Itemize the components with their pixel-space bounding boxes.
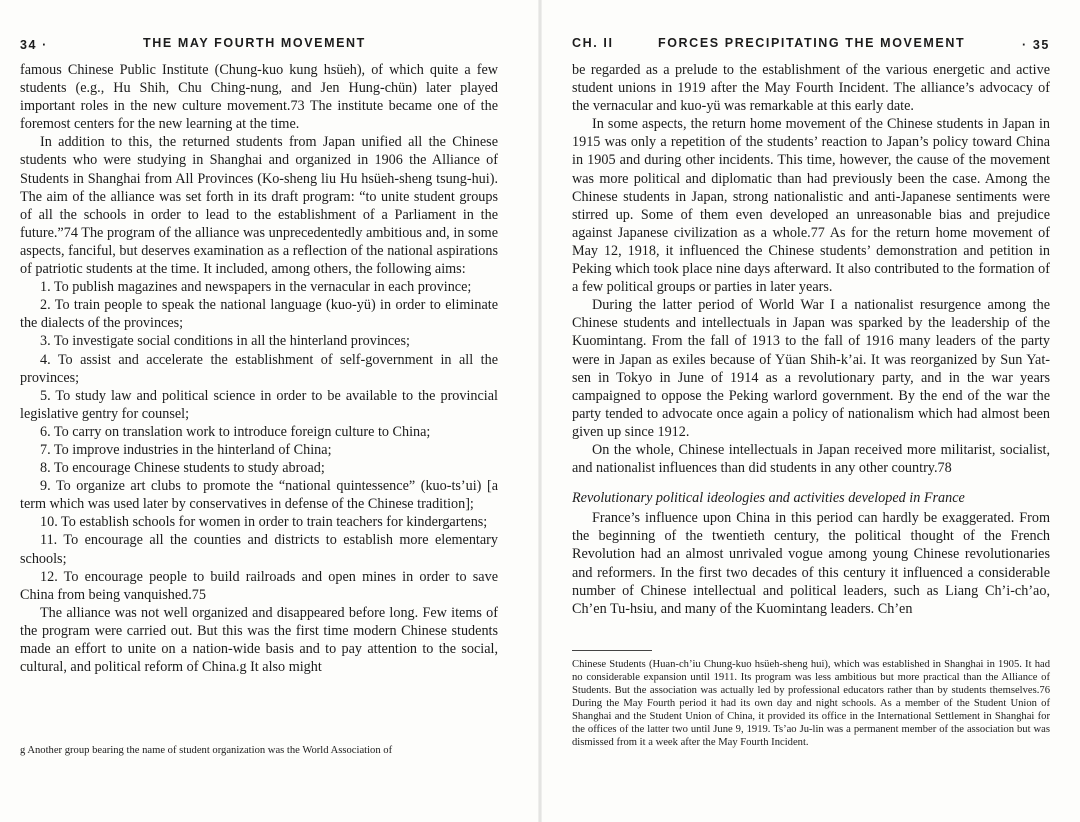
paragraph: famous Chinese Public Institute (Chung-kuo kung hsüeh), of which quite a few students (e.g., Hu Shih, Chu Ching-nung, and Jen Hung-chün) later played important roles in the new culture movement.73 The institute became one of the foremost centers for the new learning at the time. [20, 62, 498, 133]
right-page-number: · 35 [1022, 38, 1050, 52]
book-gutter [538, 0, 542, 822]
list-item: 9. To organize art clubs to promote the “national quintessence” (kuo-ts’ui) [a term which was used later by conservatives in defense of the Chinese tradition]; [20, 478, 498, 513]
list-item: 12. To encourage people to build railroads and open mines in order to save China from being vanquished.75 [20, 568, 498, 603]
paragraph: On the whole, Chinese intellectuals in Japan received more militarist, socialist, and nationalist influences than did students in any other country.78 [572, 441, 1050, 477]
paragraph: The alliance was not well organized and disappeared before long. Few items of the program were carried out. But this was the first time modern Chinese students made an effort to unite on a nation-wide basis and to pay attention to the social, cultural, and political reform of China.g It also might [20, 604, 498, 676]
list-item: 5. To study law and political science in order to be available to the provincial legislative gentry for counsel; [20, 387, 498, 422]
paragraph: During the latter period of World War I a nationalist resurgence among the Chinese students and intellectuals in Japan was sparked by the leadership of the Kuomintang. From the fall of 1913 to the fall of 1916 many leaders of the party were in Japan as exiles because of Yüan Shih-k’ai. It was reorganized by Sun Yat-sen in Tokyo in June of 1914 as a revolutionary party, and in the war years campaigned to oppose the Peking warlord government. By the end of the war the party tended to advocate once again a policy of nationalism which had almost been given up since 1912. [572, 297, 1050, 440]
list-item: 3. To investigate social conditions in all the hinterland provinces; [40, 333, 410, 350]
right-running-head [572, 36, 1050, 52]
list-item: 4. To assist and accelerate the establishment of self-government in all the provinces; [20, 351, 498, 386]
footnote-rule [572, 650, 652, 651]
left-running-head [20, 36, 498, 52]
list-item: 2. To train people to speak the national language (kuo-yü) in order to eliminate the dialects of the provinces; [20, 297, 498, 332]
left-footnote: g Another group bearing the name of student organization was the World Association of [20, 745, 393, 756]
section-heading: Revolutionary political ideologies and activities developed in France [572, 490, 965, 507]
paragraph: In some aspects, the return home movement of the Chinese students in Japan in 1915 was only a repetition of the students’ reaction to Japan’s policy toward China in 1905 and during other incidents. This time, however, the cause of the movement was more political and diplomatic than had previously been the case. Among the Chinese students in Japan, strong nationalistic and anti-Japanese sentiments were stirred up. Some of them even developed an unreasonable bias and prejudice against Japanese civilization as a whole.77 As for the return home movement of May 12, 1918, it influenced the Chinese students’ demonstration and petition in Peking which took place nine days afterward. It also contributed to the formation of a few political groups or parties in later years. [572, 116, 1050, 296]
paragraph: France’s influence upon China in this period can hardly be exaggerated. From the beginning of the twentieth century, the political thought of the French Revolution had an almost unrivaled vogue among young Chinese revolutionaries and reformers. In the first two decades of this century it influenced a considerable number of Chinese intellectual and political leaders, such as Liang Ch’i-ch’ao, Ch’en Tu-hsiu, and many of the Kuomintang leaders. Ch’en [572, 510, 1050, 617]
list-item: 1. To publish magazines and newspapers in the vernacular in each province; [40, 279, 472, 296]
list-item: 8. To encourage Chinese students to study abroad; [40, 460, 325, 477]
paragraph: be regarded as a prelude to the establishment of the various energetic and active student unions in 1919 after the May Fourth Incident. The alliance’s advocacy of the vernacular and kuo-yü was remarkable at this early date. [572, 62, 1050, 115]
chapter-label: CH. II [572, 36, 614, 50]
list-item: 7. To improve industries in the hinterland of China; [40, 441, 332, 458]
paragraph: In addition to this, the returned students from Japan unified all the Chinese students who were studying in Shanghai and organized in 1906 the Alliance of Students in Shanghai from All Provinces (Ko-sheng liu Hu hsüeh-sheng tsung-hui). The aim of the alliance was set forth in its draft program: “to unite student groups of all the schools in order to lead to the establishment of a Parliament in the future.”74 The program of the alliance was unprecedentedly ambitious and, in some aspects, fanciful, but deserves examination as a reflection of the national aspirations of patriotic students at the time. It included, among others, the following aims: [20, 134, 498, 278]
right-running-title: FORCES PRECIPITATING THE MOVEMENT [658, 36, 966, 50]
list-item: 10. To establish schools for women in order to train teachers for kindergartens; [40, 514, 488, 531]
list-item: 11. To encourage all the counties and districts to establish more elementary schools; [20, 532, 498, 567]
list-item: 6. To carry on translation work to introduce foreign culture to China; [40, 423, 431, 440]
left-body-text [20, 61, 498, 676]
right-footnote: Chinese Students (Huan-ch’iu Chung-kuo hsüeh-sheng hui), which was established in Shanghai in 1905. It had no considerable expansion until 1911. Its program was less ambitious but more practical than the Alliance of Students. But the association was actually led by professional educators rather than by students themselves.76 During the May Fourth period it had its own day and night schools. As a member of the Student Union of Shanghai and the Student Union of China, it provided its office in the International Settlement in Shanghai for the offices of the latter two until June 9, 1919. Ts’ao Ju-lin was a permanent member of the association but was dismissed from it a week after the May Fourth Incident. [572, 659, 1050, 748]
right-body-text [572, 61, 1050, 618]
left-running-title: THE MAY FOURTH MOVEMENT [143, 36, 366, 50]
left-page-number: 34 · [20, 38, 48, 52]
